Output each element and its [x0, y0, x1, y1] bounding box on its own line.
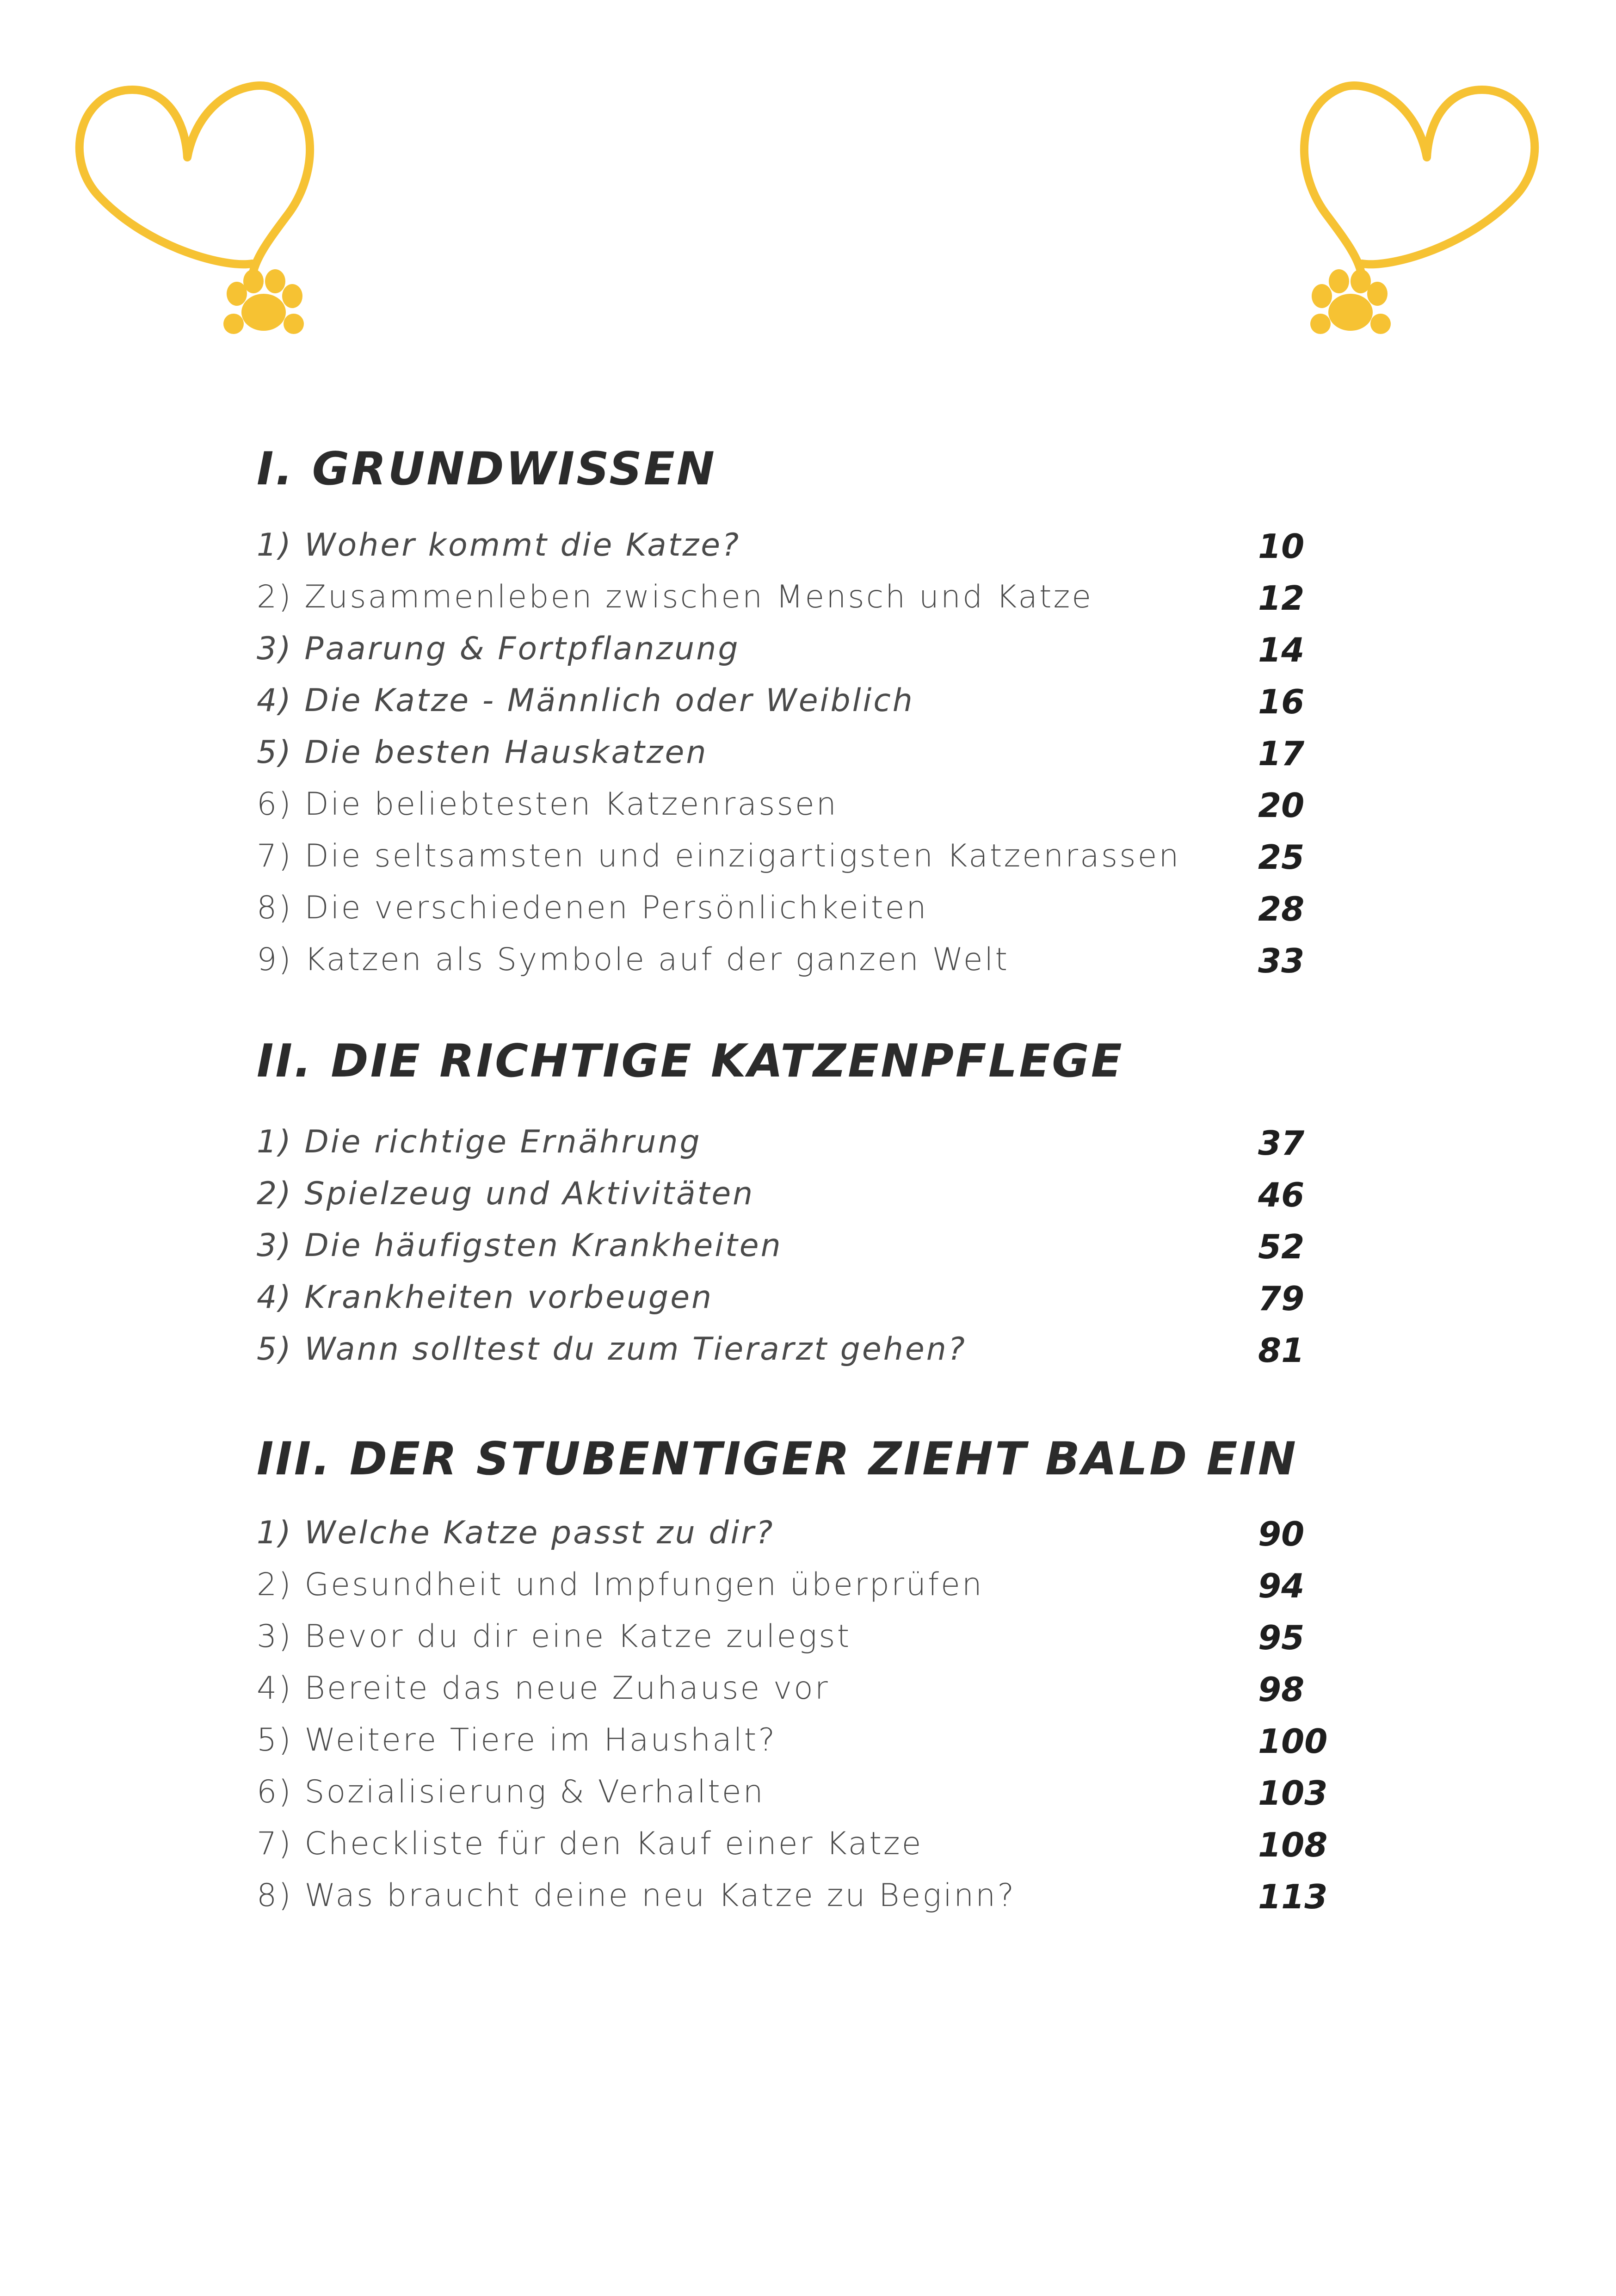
toc-entry-page: 90 — [1258, 1515, 1305, 1553]
toc-entry-page: 20 — [1258, 786, 1305, 825]
toc-entry-page: 17 — [1258, 734, 1305, 773]
toc-entry[interactable] — [257, 1517, 1367, 1569]
toc-entry[interactable] — [257, 1670, 1367, 1725]
toc-entry-page: 108 — [1258, 1826, 1328, 1864]
toc-entry-page: 113 — [1258, 1877, 1328, 1916]
toc-entry[interactable] — [257, 1279, 1367, 1334]
toc-entry-page: 81 — [1258, 1331, 1305, 1370]
toc-entry-label: 8) Was braucht deine neu Katze zu Beginn? — [257, 1877, 1016, 1914]
toc-entry[interactable] — [257, 838, 1367, 892]
toc-entry[interactable] — [257, 579, 1367, 633]
toc-entry-label: 9) Katzen als Symbole auf der ganzen Welt — [257, 941, 1010, 978]
toc-entry-label: 1) Welche Katze passt zu dir? — [257, 1515, 775, 1551]
toc-entry-page: 28 — [1258, 890, 1305, 928]
toc-entry-label: 5) Die besten Hauskatzen — [257, 734, 708, 771]
toc-entry-page: 33 — [1258, 941, 1305, 980]
heart-paw-icon — [1267, 79, 1545, 342]
toc-entry-label: 7) Die seltsamsten und einzigartigsten Katzenrassen — [257, 838, 1181, 874]
heart-paw-icon — [69, 79, 347, 342]
toc-entry-page: 16 — [1258, 682, 1305, 721]
section-title: III. DER STUBENTIGER ZIEHT BALD EIN — [257, 1433, 1298, 1485]
toc-entry[interactable] — [257, 527, 1367, 582]
toc-entry-label: 4) Krankheiten vorbeugen — [257, 1279, 714, 1316]
toc-entry[interactable] — [257, 1178, 1367, 1230]
toc-entry-page: 79 — [1258, 1279, 1305, 1318]
toc-entry[interactable] — [257, 1331, 1367, 1386]
toc-entry-page: 14 — [1258, 631, 1305, 669]
toc-entry[interactable] — [257, 1828, 1367, 1880]
toc-entry-label: 2) Zusammenleben zwischen Mensch und Katze — [257, 579, 1093, 615]
toc-entry-page: 46 — [1258, 1176, 1305, 1214]
section-title: I. GRUNDWISSEN — [257, 443, 716, 495]
toc-entry[interactable] — [257, 892, 1367, 944]
toc-entry[interactable] — [257, 734, 1367, 789]
toc-entry[interactable] — [257, 633, 1367, 685]
toc-entry[interactable] — [257, 1618, 1367, 1673]
toc-entry-page: 103 — [1258, 1774, 1328, 1813]
toc-entry-page: 37 — [1258, 1124, 1305, 1163]
toc-entry-label: 5) Wann solltest du zum Tierarzt gehen? — [257, 1331, 967, 1368]
toc-entry-page: 25 — [1258, 838, 1305, 877]
section-title: II. DIE RICHTIGE KATZENPFLEGE — [257, 1035, 1124, 1088]
toc-entry[interactable] — [257, 1126, 1367, 1178]
toc-entry[interactable] — [257, 1776, 1367, 1828]
toc-entry[interactable] — [257, 1566, 1367, 1621]
toc-entry-label: 4) Bereite das neue Zuhause vor — [257, 1670, 830, 1707]
toc-entry-label: 6) Sozialisierung & Verhalten — [257, 1774, 765, 1810]
toc-entry-label: 2) Spielzeug und Aktivitäten — [257, 1176, 755, 1212]
toc-entry-label: 2) Gesundheit und Impfungen überprüfen — [257, 1566, 984, 1603]
toc-entry[interactable] — [257, 1722, 1367, 1776]
toc-entry-page: 52 — [1258, 1227, 1305, 1266]
toc-entry-label: 6) Die beliebtesten Katzenrassen — [257, 786, 838, 823]
toc-entry[interactable] — [257, 682, 1367, 737]
toc-entry-page: 95 — [1258, 1618, 1305, 1657]
toc-entry[interactable] — [257, 1877, 1367, 1932]
toc-entry-page: 98 — [1258, 1670, 1305, 1709]
toc-entry-page: 12 — [1258, 579, 1305, 618]
toc-entry-label: 3) Bevor du dir eine Katze zulegst — [257, 1618, 851, 1655]
toc-entry-page: 94 — [1258, 1566, 1305, 1605]
toc-entry-label: 3) Paarung & Fortpflanzung — [257, 631, 740, 667]
toc-entry-label: 1) Die richtige Ernährung — [257, 1124, 702, 1160]
toc-entry[interactable] — [257, 786, 1367, 841]
toc-entry-label: 3) Die häufigsten Krankheiten — [257, 1227, 783, 1264]
toc-entry[interactable] — [257, 1227, 1367, 1282]
toc-entry-page: 10 — [1258, 527, 1305, 566]
toc-entry-label: 5) Weitere Tiere im Haushalt? — [257, 1722, 777, 1758]
toc-entry[interactable] — [257, 941, 1367, 996]
toc-entry-page: 100 — [1258, 1722, 1328, 1761]
toc-entry-label: 8) Die verschiedenen Persönlichkeiten — [257, 890, 928, 926]
toc-entry-label: 1) Woher kommt die Katze? — [257, 527, 741, 563]
toc-entry-label: 4) Die Katze - Männlich oder Weiblich — [257, 682, 914, 719]
toc-entry-label: 7) Checkliste für den Kauf einer Katze — [257, 1826, 923, 1862]
